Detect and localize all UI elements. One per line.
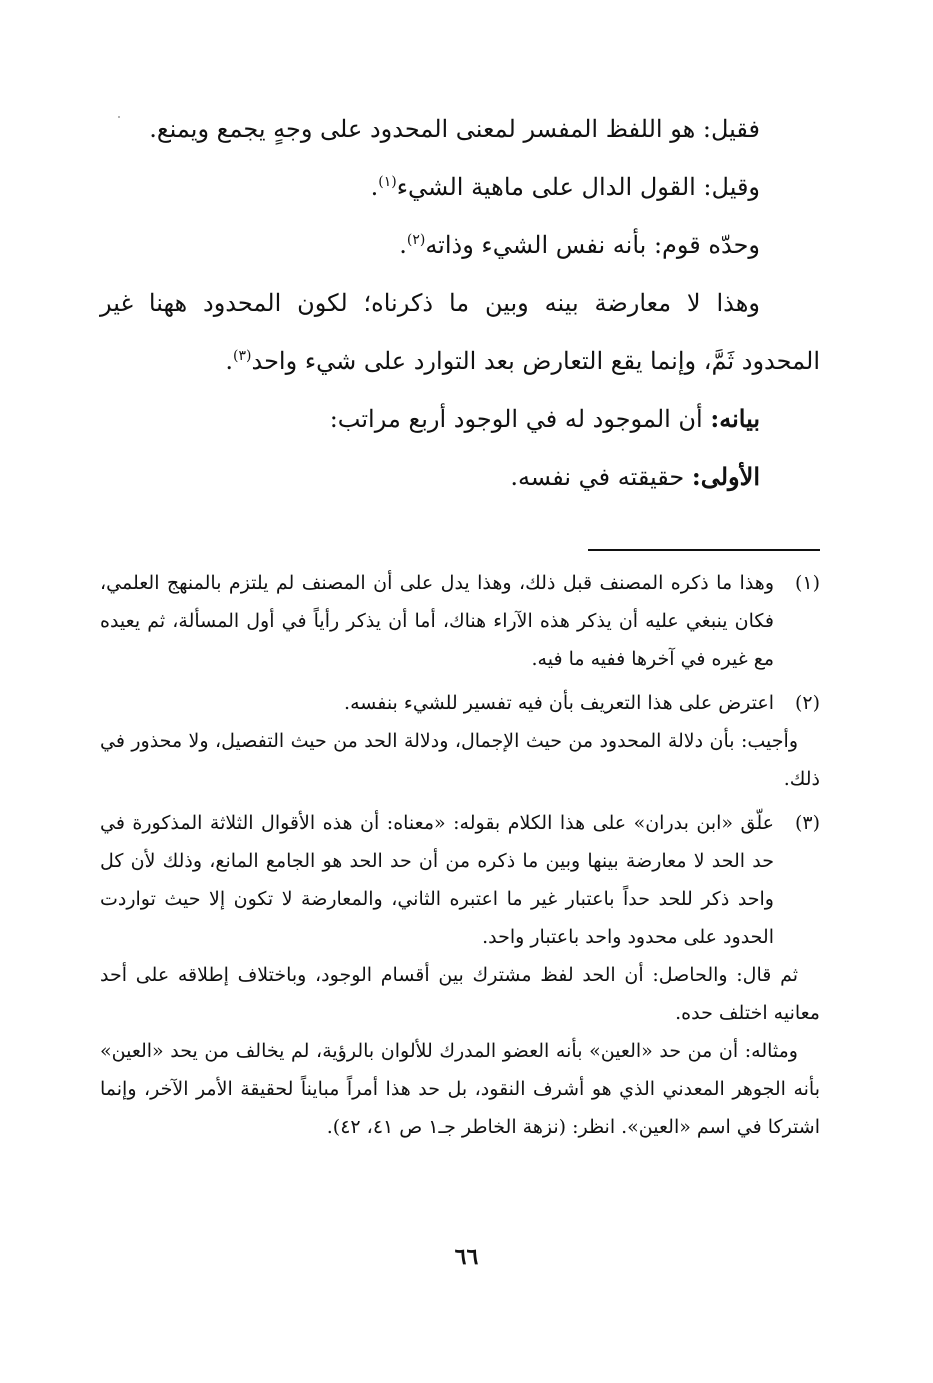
- definition-line-1: [100, 100, 820, 158]
- footnote-ref-3[interactable]: (٣): [233, 348, 252, 364]
- period: .: [225, 347, 234, 375]
- footnote-1: [100, 564, 820, 678]
- footnote-text: وهذا ما ذكره المصنف قبل ذلك، وهذا يدل على أن المصنف لم يلتزم بالمنهج العلمي، فكان ينبغي عليه أن يذكر هذه الآراء هناك، أما أن يذكر رأياً في أول المسألة، ثم يعيده مع غيره في آخرها ففيه ما فيه.: [100, 572, 774, 670]
- footnote-3: [100, 804, 820, 1146]
- explanation-paragraph: [100, 274, 820, 390]
- footnote-number: (٣): [794, 812, 820, 834]
- definition-line-2: [100, 158, 820, 216]
- first-level-line: [100, 448, 820, 506]
- footnote-text: اعترض على هذا التعريف بأن فيه تفسير للشيء بنفسه.: [344, 692, 774, 714]
- definition-text-1: فقيل: هو اللفظ المفسر لمعنى المحدود على وجهٍ يجمع ويمنع.: [149, 115, 760, 143]
- page-number: ٦٦: [454, 1244, 479, 1270]
- footnote-number: (٢): [794, 692, 820, 714]
- period: .: [399, 231, 407, 259]
- footnote-ref-1[interactable]: (١): [378, 174, 397, 190]
- footnote-text: وأجيب: بأن دلالة المحدود من حيث الإجمال، ودلالة الحد من حيث التفصيل، ولا محذور في ذلك.: [100, 730, 820, 790]
- explanation-text: وهذا لا معارضة بينه وبين ما ذكرناه؛ لكون المحدود ههنا غير المحدود ثَمَّ، وإنما يقع التعارض بعد التوارد على شيء واحد: [100, 289, 820, 375]
- definition-line-3: [100, 216, 820, 274]
- statement-text: أن الموجود له في الوجود أربع مراتب:: [329, 405, 711, 433]
- footnote-text: علّق «ابن بدران» على هذا الكلام بقوله: «معناه: أن هذه الأقوال الثلاثة المذكورة في حد الحد لا معارضة بينها وبين ما ذكره من أن حد الحد هو الجامع المانع، وذلك لأن كل واحد ذكر للحد حداً باعتبار غير ما اعتبره الثاني، والمعارضة لا تكون إلا حيث تواردت الحدود على محدود واحد باعتبار واحد.: [100, 812, 774, 948]
- footnote-text: ثم قال: والحاصل: أن الحد لفظ مشترك بين أقسام الوجود، وباختلاف إطلاقه على أحد معانيه اختلف حده.: [100, 964, 820, 1024]
- first-level-label: الأولى:: [691, 462, 760, 491]
- footnotes: [100, 564, 820, 1152]
- statement-line: [100, 390, 820, 448]
- footnote-number: (١): [794, 572, 820, 594]
- footnote-separator: [588, 549, 820, 551]
- definition-text-3: وحدّه قوم: بأنه نفس الشيء وذاته: [425, 231, 760, 259]
- first-level-text: حقيقته في نفسه.: [510, 463, 692, 491]
- footnote-2: [100, 684, 820, 798]
- statement-label: بيانه:: [710, 404, 760, 433]
- main-text: [100, 100, 820, 506]
- footnote-text: ومثاله: أن من حد «العين» بأنه العضو المدرك للألوان بالرؤية، لم يخالف من يحد «العين» بأنه الجوهر المعدني الذي هو أشرف النقود، بل حد هذا أمراً مبايناً لحقيقة الأمر الآخر، وإنما اشتركا في اسم «العين». انظر: (نزهة الخاطر جـ١ ص ٤١، ٤٢).: [100, 1040, 820, 1138]
- definition-text-2: وقيل: القول الدال على ماهية الشيء: [396, 173, 760, 201]
- footnote-ref-2[interactable]: (٢): [406, 232, 426, 248]
- period: .: [370, 173, 379, 201]
